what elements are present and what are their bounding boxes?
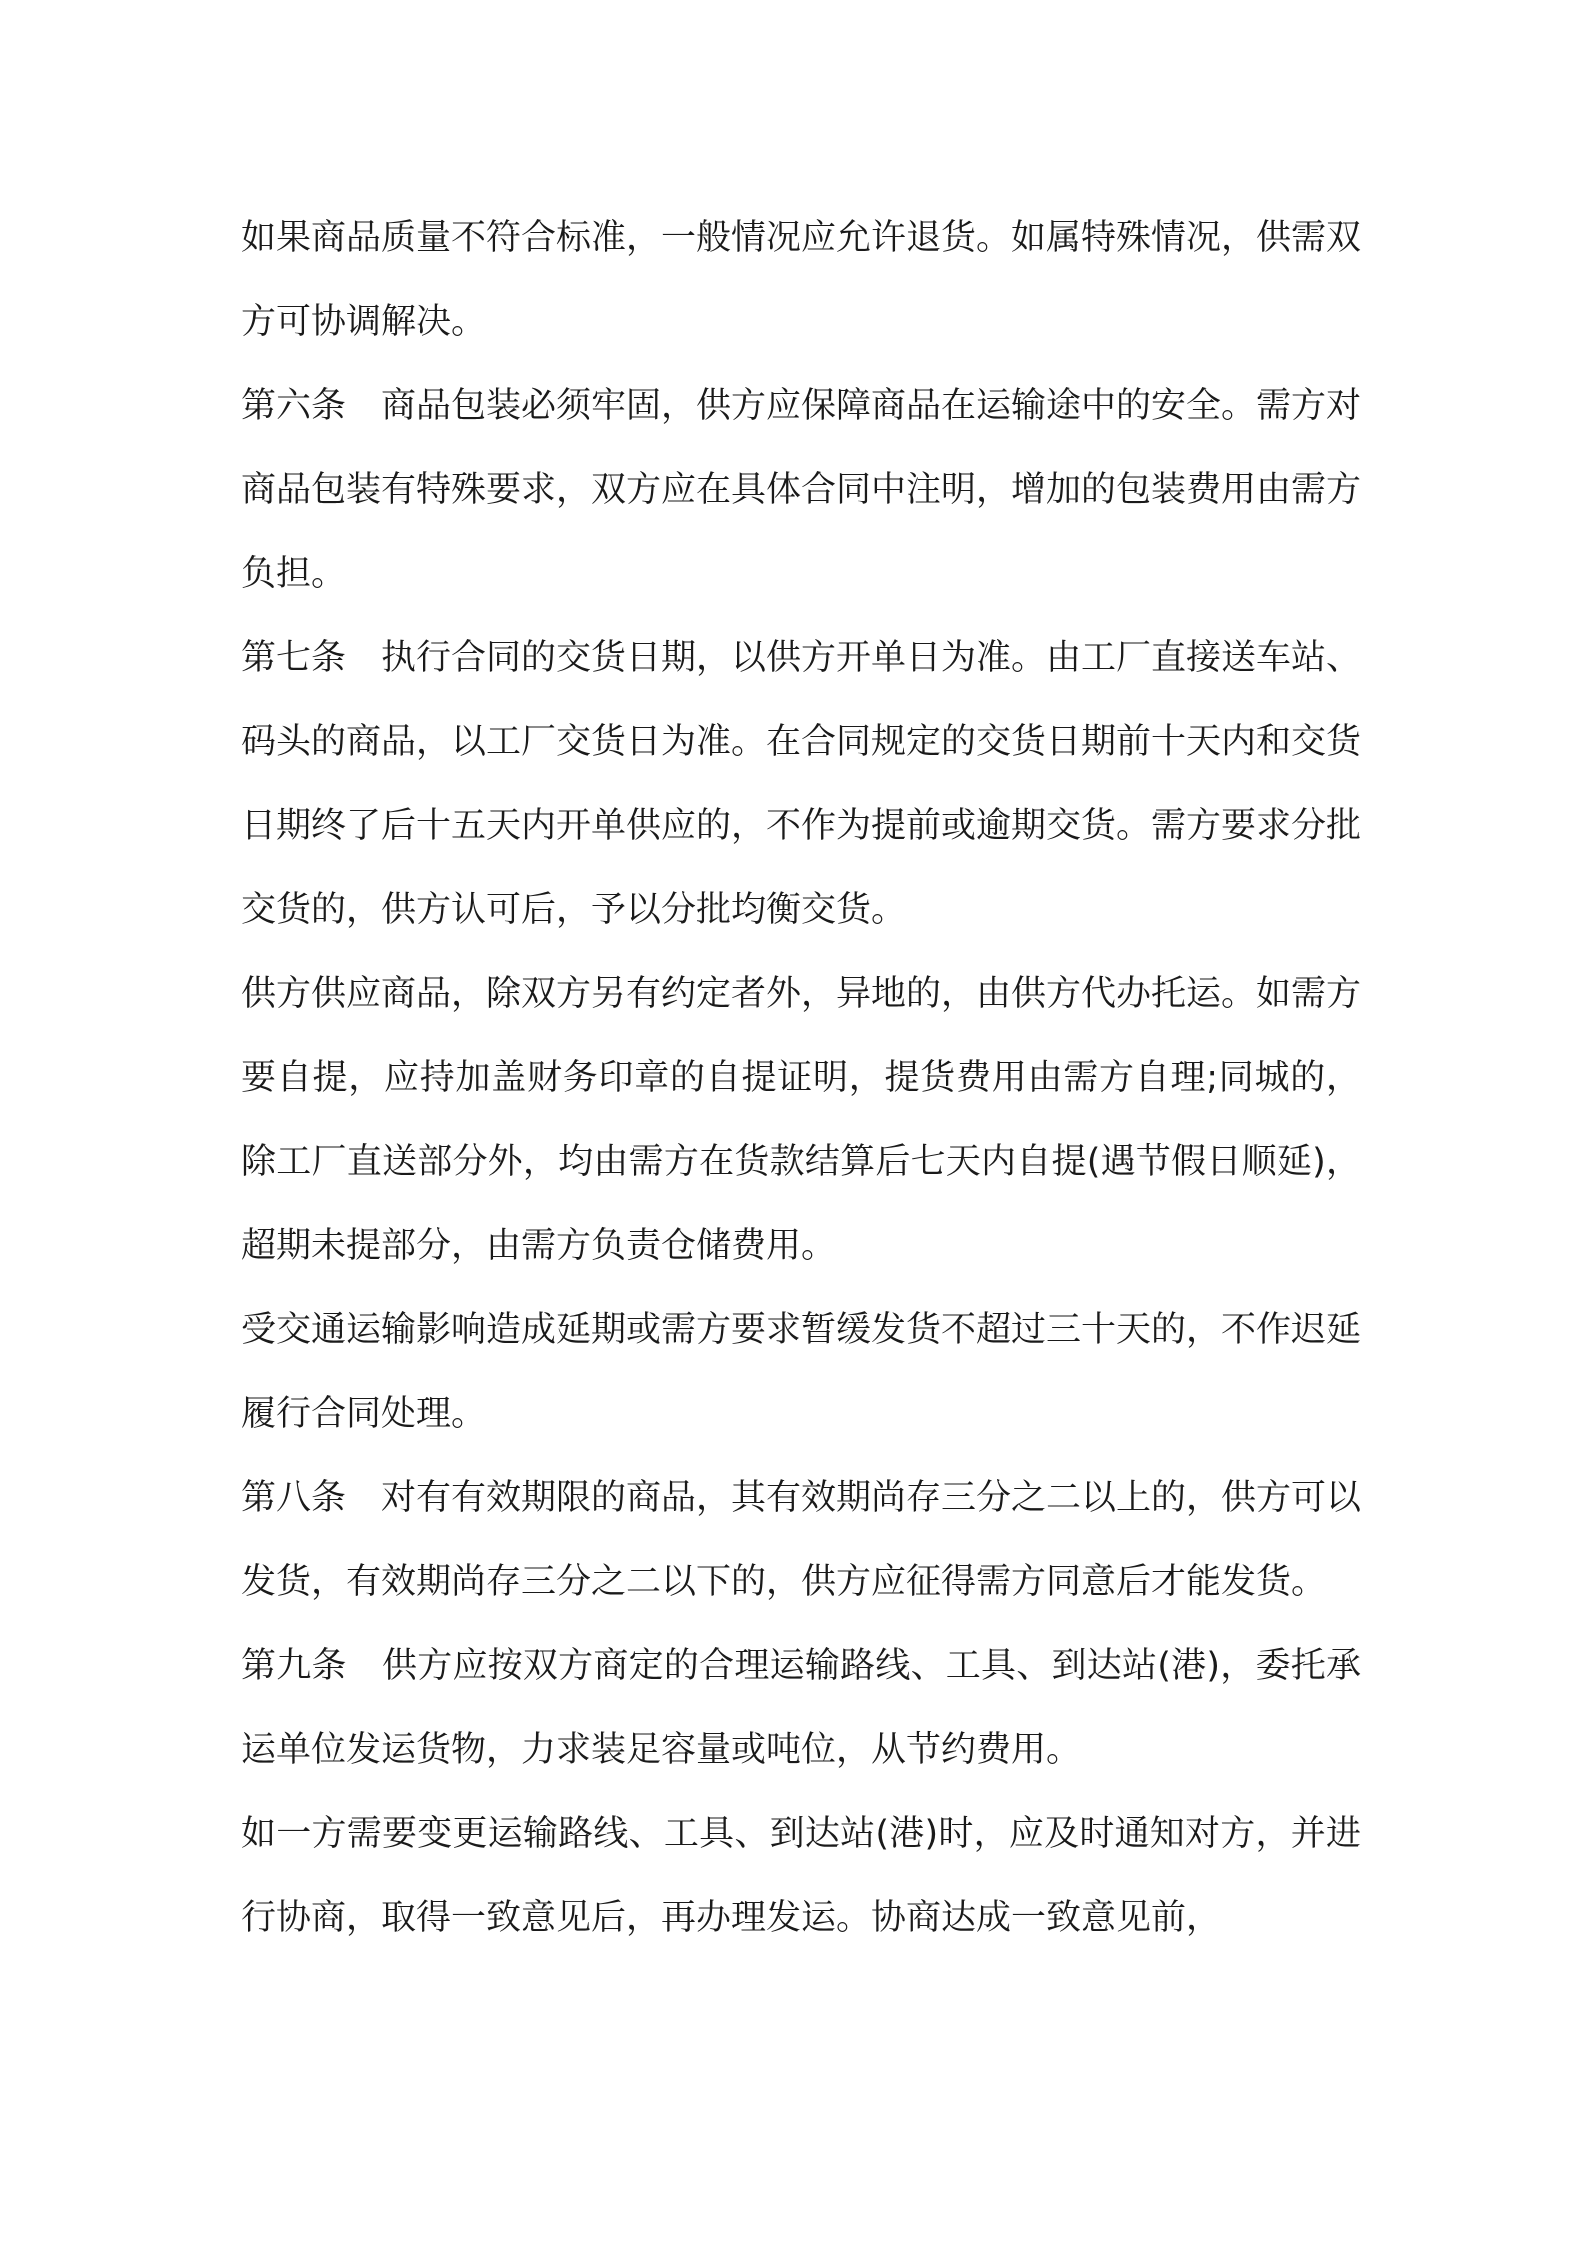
- paragraph-route-change: 如一方需要变更运输路线、工具、到达站(港)时，应及时通知对方，并进行协商，取得一致意见后，再办理发运。协商达成一致意见前，: [241, 1814, 1361, 1938]
- paragraph-shipping-pickup: 供方供应商品，除双方另有约定者外，异地的，由供方代办托运。如需方要自提，应持加盖财务印章的自提证明，提货费用由需方自理;同城的，除工厂直送部分外，均由需方在货款结算后七天内自提(遇节假日顺延)，超期未提部分，由需方负责仓储费用。: [241, 974, 1362, 1266]
- paragraph-article-7-delivery: 第七条 执行合同的交货日期，以供方开单日为准。由工厂直接送车站、码头的商品，以工厂交货日为准。在合同规定的交货日期前十天内和交货日期终了后十五天内开单供应的，不作为提前或逾期交货。需方要求分批交货的，供方认可后，予以分批均衡交货。: [241, 638, 1362, 930]
- paragraph-article-6-packaging: 第六条 商品包装必须牢固，供方应保障商品在运输途中的安全。需方对商品包装有特殊要求，双方应在具体合同中注明，增加的包装费用由需方负担。: [241, 386, 1362, 594]
- contract-text-body: [241, 196, 1361, 1960]
- paragraph-return-policy: 如果商品质量不符合标准，一般情况应允许退货。如属特殊情况，供需双方可协调解决。: [241, 218, 1362, 342]
- paragraph-article-9-transport-route: 第九条 供方应按双方商定的合理运输路线、工具、到达站(港)，委托承运单位发运货物，力求装足容量或吨位，从节约费用。: [241, 1646, 1361, 1770]
- paragraph-article-8-validity: 第八条 对有有效期限的商品，其有效期尚存三分之二以上的，供方可以发货，有效期尚存三分之二以下的，供方应征得需方同意后才能发货。: [241, 1478, 1362, 1602]
- paragraph-transport-delay: 受交通运输影响造成延期或需方要求暂缓发货不超过三十天的，不作迟延履行合同处理。: [241, 1310, 1362, 1434]
